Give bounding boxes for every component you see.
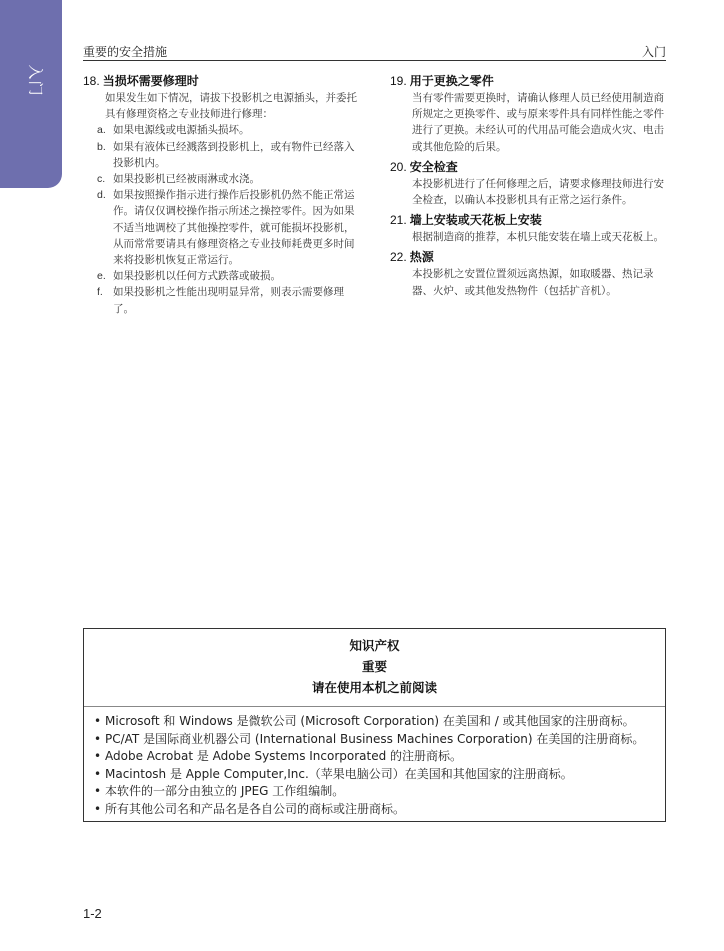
sub-text: 如果投影机之性能出现明显异常，则表示需要修理了。 [113,286,344,315]
trademark-item: • 本软件的一部分由独立的 JPEG 工作组编制。 [94,783,665,801]
item-title-text: 当损坏需要修理时 [102,74,199,88]
item-number: 20. [390,159,407,174]
trademark-item: • Macintosh 是 Apple Computer,Inc.（苹果电脑公司）在美国和其他国家的注册商标。 [94,766,665,784]
intellectual-property-box [83,628,666,822]
sub-letter: f. [97,286,103,299]
sub-letter: a. [97,124,106,137]
item-title-text: 用于更换之零件 [409,74,494,88]
sub-item [83,284,361,316]
section-tab [0,0,62,188]
item-body: 本投影机进行了任何修理之后，请要求修理技师进行安全检查，以确认本投影机具有正常之运行条件。 [412,177,664,207]
header-title: 重要的安全措施 [83,45,168,59]
trademark-item: • 所有其他公司名和产品名是各自公司的商标或注册商标。 [94,801,665,819]
header-section: 入门 [641,45,666,59]
sub-text: 如果按照操作指示进行操作后投影机仍然不能正常运作。请仅仅调校操作指示所述之操控零件。因为如果不适当地调校了其他操控零件，就可能损坏投影机，从而常常要请具有修理资格之专业技师耗费更多时间来将投影机恢复正常运行。 [113,189,355,267]
trademark-list [84,713,665,819]
section-tab-label: 入门 [26,64,44,97]
sub-item [83,268,361,284]
item-number: 18. [83,74,100,88]
ip-important: 重要 [361,659,387,674]
sub-text: 如果电源线或电源插头损坏。 [113,124,250,137]
item-body: 如果发生如下情况，请拔下投影机之电源插头，并委托具有修理资格之专业技师进行修理： [105,92,357,121]
trademark-item: • Microsoft 和 Windows 是微软公司 (Microsoft Corporation) 在美国和 / 或其他国家的注册商标。 [94,713,665,731]
ip-read-notice: 请在使用本机之前阅读 [311,680,437,695]
sub-letter: e. [97,270,106,283]
item-body: 当有零件需要更换时，请确认修理人员已经使用制造商所规定之更换零件、或与原来零件具有同样性能之零件进行了更换。未经认可的代用品可能会造成火灾、电击或其他危险的后果。 [412,92,664,153]
page-header [83,44,666,61]
sub-text: 如果投影机以任何方式跌落或破损。 [113,270,281,283]
sub-text: 如果投影机已经被雨淋或水浇。 [113,173,260,186]
safety-item-18 [83,73,361,317]
left-column [83,73,361,321]
safety-item-22 [390,249,668,298]
safety-item-19 [390,73,668,155]
item-title [390,249,668,266]
item-title-text: 热源 [409,250,434,265]
sub-letter: b. [97,140,106,153]
ip-heading: 知识产权 [349,638,400,653]
item-body: 根据制造商的推荐，本机只能安装在墙上或天花板上。 [412,231,664,244]
item-title [83,73,361,90]
item-title [390,159,668,176]
item-number: 21. [390,213,407,228]
safety-item-20 [390,159,668,208]
sub-text: 如果有液体已经溅落到投影机上，或有物件已经落入投影机内。 [113,140,355,169]
page-number: 1-2 [83,906,102,921]
item-number: 19. [390,74,407,88]
sub-letter: c. [97,173,106,186]
ip-divider [84,706,665,707]
item-body: 本投影机之安置位置须远离热源，如取暖器、热记录器、火炉、或其他发热物件（包括扩音机）。 [412,268,654,297]
sub-item [83,139,361,171]
sub-letter: d. [97,189,106,202]
right-column [390,73,668,303]
trademark-item: • Adobe Acrobat 是 Adobe Systems Incorporated 的注册商标。 [94,748,665,766]
item-title [390,73,668,90]
trademark-item: • PC/AT 是国际商业机器公司 (International Business Machines Corporation) 在美国的注册商标。 [94,731,665,749]
safety-item-21 [390,212,668,245]
sub-item [83,171,361,187]
item-title [390,212,668,229]
item-title-text: 安全检查 [409,159,458,174]
sub-item [83,187,361,268]
item-number: 22. [390,250,407,265]
item-title-text: 墙上安装或天花板上安装 [409,213,542,228]
sub-item [83,122,361,138]
